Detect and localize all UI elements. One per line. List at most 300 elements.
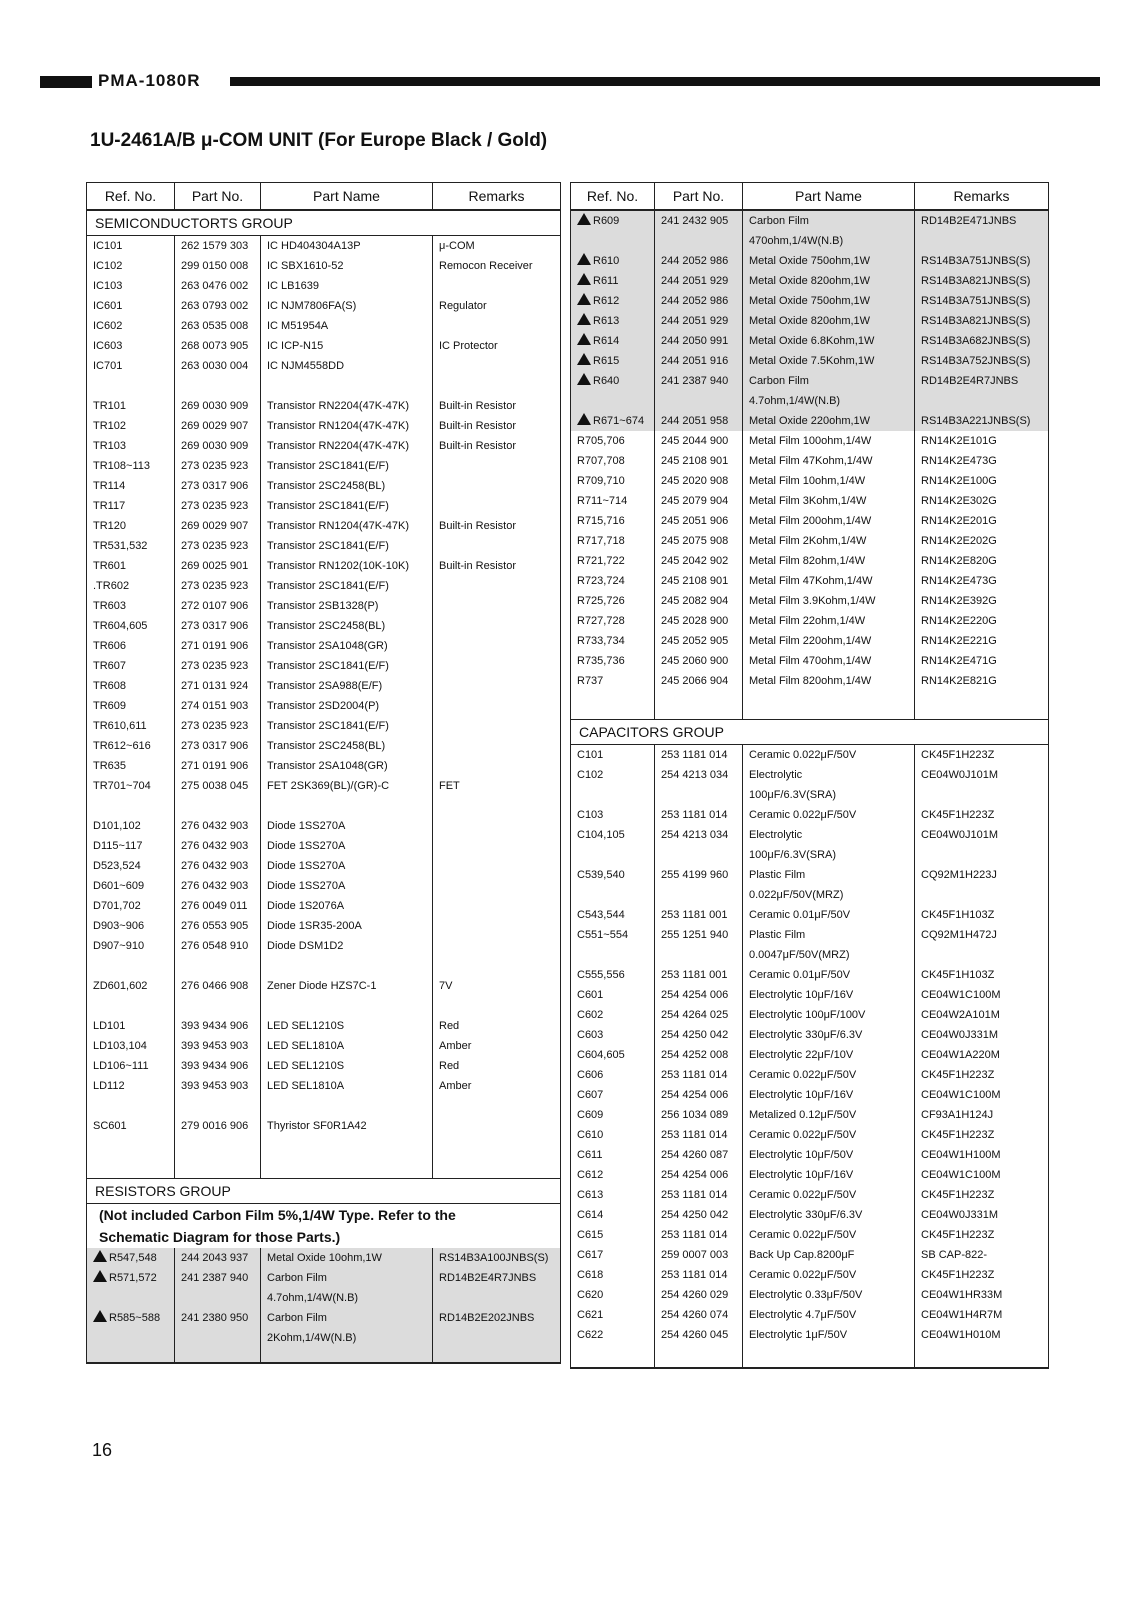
remarks-cell	[433, 796, 561, 816]
filler-cell	[433, 1348, 561, 1363]
table-row	[571, 1065, 1049, 1085]
ref-no-cell: TR606	[87, 636, 175, 656]
part-no-cell: 263 0030 004	[175, 356, 261, 376]
table-row	[87, 1056, 561, 1076]
remarks-cell: CE04W0J331M	[915, 1205, 1049, 1225]
col-remarks: Remarks	[433, 183, 561, 211]
part-name-cell: Transistor 2SC1841(E/F)	[261, 716, 433, 736]
ref-no-cell: C621	[571, 1305, 655, 1325]
ref-no-cell: TR604,605	[87, 616, 175, 636]
table-row	[87, 476, 561, 496]
part-no-cell: 262 1579 303	[175, 236, 261, 257]
table-row	[571, 571, 1049, 591]
part-no-cell: 276 0548 910	[175, 936, 261, 956]
ref-no-cell: D115~117	[87, 836, 175, 856]
safety-warning-icon	[93, 1250, 107, 1262]
ref-no-cell: C613	[571, 1185, 655, 1205]
part-name-cell: Diode 1SS270A	[261, 876, 433, 896]
remarks-cell: Amber	[433, 1076, 561, 1096]
part-name-cell: Zener Diode HZS7C-1	[261, 976, 433, 996]
part-name-cell: Ceramic 0.022μF/50V	[743, 1185, 915, 1205]
part-no-cell: 273 0235 923	[175, 536, 261, 556]
table-row	[571, 1225, 1049, 1245]
part-name-cell: Transistor 2SC1841(E/F)	[261, 576, 433, 596]
part-name-cell: 0.022μF/50V(MRZ)	[743, 885, 915, 905]
ref-no-text: R547,548	[109, 1252, 157, 1264]
table-row	[87, 696, 561, 716]
remarks-cell: μ-COM	[433, 236, 561, 257]
remarks-cell	[433, 616, 561, 636]
remarks-cell: CE04W0J101M	[915, 765, 1049, 785]
table-row	[87, 676, 561, 696]
ref-no-cell: IC701	[87, 356, 175, 376]
table-row	[87, 316, 561, 336]
ref-no-cell: TR114	[87, 476, 175, 496]
ref-no-cell: R721,722	[571, 551, 655, 571]
part-no-cell	[175, 1288, 261, 1308]
ref-no-cell: TR102	[87, 416, 175, 436]
part-no-cell: 245 2020 908	[655, 471, 743, 491]
group-header	[87, 1179, 561, 1204]
remarks-cell: Remocon Receiver	[433, 256, 561, 276]
part-no-cell: 254 4213 034	[655, 825, 743, 845]
part-no-cell: 245 2079 904	[655, 491, 743, 511]
part-no-cell: 253 1181 014	[655, 1125, 743, 1145]
part-name-cell: Carbon Film	[743, 210, 915, 231]
ref-no-cell: R715,716	[571, 511, 655, 531]
remarks-cell	[433, 676, 561, 696]
table-filler	[87, 1348, 561, 1363]
ref-no-cell: TR103	[87, 436, 175, 456]
remarks-cell	[433, 1116, 561, 1136]
table-row	[87, 276, 561, 296]
part-no-cell: 263 0793 002	[175, 296, 261, 316]
table-row	[571, 1105, 1049, 1125]
remarks-cell: CE04W1H100M	[915, 1145, 1049, 1165]
part-no-cell: 245 2075 908	[655, 531, 743, 551]
part-name-cell: Metalized 0.12μF/50V	[743, 1105, 915, 1125]
remarks-cell: RN14K2E220G	[915, 611, 1049, 631]
table-row	[571, 765, 1049, 785]
table-row	[571, 1285, 1049, 1305]
part-no-cell: 254 4254 006	[655, 1165, 743, 1185]
part-no-cell: 276 0553 905	[175, 916, 261, 936]
table-row	[87, 596, 561, 616]
ref-no-cell: R725,726	[571, 591, 655, 611]
part-no-cell: 254 4250 042	[655, 1205, 743, 1225]
remarks-cell	[433, 756, 561, 776]
part-name-cell: LED SEL1210S	[261, 1016, 433, 1036]
part-name-cell: Diode 1S2076A	[261, 896, 433, 916]
ref-no-cell: C601	[571, 985, 655, 1005]
remarks-cell	[433, 856, 561, 876]
part-name-cell: Carbon Film	[743, 371, 915, 391]
table-row	[87, 936, 561, 956]
table-row	[571, 651, 1049, 671]
ref-no-cell	[87, 376, 175, 396]
table-row	[87, 776, 561, 796]
ref-no-cell	[571, 945, 655, 965]
remarks-cell: CQ92M1H223J	[915, 865, 1049, 885]
col-part-no: Part No.	[655, 183, 743, 211]
remarks-cell: Regulator	[433, 296, 561, 316]
remarks-cell	[433, 876, 561, 896]
table-row	[571, 451, 1049, 471]
part-no-cell: 393 9434 906	[175, 1056, 261, 1076]
table-row	[571, 371, 1049, 391]
table-row	[571, 785, 1049, 805]
part-no-cell: 299 0150 008	[175, 256, 261, 276]
table-row	[87, 396, 561, 416]
filler-cell	[743, 1345, 915, 1368]
remarks-cell: CE04W1A220M	[915, 1045, 1049, 1065]
ref-no-cell: C606	[571, 1065, 655, 1085]
part-no-cell: 273 0235 923	[175, 456, 261, 476]
ref-no-cell: LD103,104	[87, 1036, 175, 1056]
table-row	[571, 1045, 1049, 1065]
table-row	[571, 825, 1049, 845]
filler-cell	[571, 1345, 655, 1368]
part-name-cell: Plastic Film	[743, 865, 915, 885]
part-no-cell: 254 4260 087	[655, 1145, 743, 1165]
ref-no-cell: C607	[571, 1085, 655, 1105]
ref-no-cell: D523,524	[87, 856, 175, 876]
part-name-cell: Transistor 2SC2458(BL)	[261, 736, 433, 756]
ref-no-cell: C610	[571, 1125, 655, 1145]
ref-no-cell: C609	[571, 1105, 655, 1125]
ref-no-cell	[87, 1096, 175, 1116]
remarks-cell: RN14K2E821G	[915, 671, 1049, 691]
part-name-cell: FET 2SK369(BL)/(GR)-C	[261, 776, 433, 796]
group-header	[87, 210, 561, 236]
part-no-cell: 241 2432 905	[655, 210, 743, 231]
remarks-cell	[433, 916, 561, 936]
part-no-cell: 269 0030 909	[175, 436, 261, 456]
part-name-cell: Diode DSM1D2	[261, 936, 433, 956]
table-row	[571, 945, 1049, 965]
table-row	[571, 671, 1049, 691]
part-name-cell: Electrolytic 330μF/6.3V	[743, 1205, 915, 1225]
part-name-cell: Carbon Film	[261, 1308, 433, 1328]
part-no-cell: 245 2044 900	[655, 431, 743, 451]
part-name-cell: Metal Oxide 820ohm,1W	[743, 271, 915, 291]
part-name-cell: Transistor RN2204(47K-47K)	[261, 436, 433, 456]
part-name-cell: LED SEL1210S	[261, 1056, 433, 1076]
page-number: 16	[92, 1440, 113, 1460]
part-no-cell: 276 0432 903	[175, 876, 261, 896]
safety-warning-icon	[577, 293, 591, 305]
table-row	[571, 431, 1049, 451]
parts-table-left	[86, 182, 561, 1364]
part-no-cell: 253 1181 014	[655, 745, 743, 766]
table-row	[571, 985, 1049, 1005]
ref-no-cell	[571, 371, 655, 391]
part-name-cell: Metal Film 220ohm,1/4W	[743, 631, 915, 651]
col-ref-no: Ref. No.	[87, 183, 175, 211]
table-row	[571, 1125, 1049, 1145]
ref-no-text: R609	[593, 215, 620, 227]
part-no-cell: 271 0191 906	[175, 636, 261, 656]
table-row	[87, 456, 561, 476]
part-name-cell: Transistor RN1204(47K-47K)	[261, 416, 433, 436]
part-name-cell: 470ohm,1/4W(N.B)	[743, 231, 915, 251]
filler-cell	[87, 1348, 175, 1363]
part-name-cell: Metal Oxide 7.5Kohm,1W	[743, 351, 915, 371]
part-no-cell	[175, 996, 261, 1016]
ref-no-cell: C604,605	[571, 1045, 655, 1065]
part-name-cell: Transistor 2SC2458(BL)	[261, 476, 433, 496]
ref-no-cell: C551~554	[571, 925, 655, 945]
part-name-cell: Transistor RN1202(10K-10K)	[261, 556, 433, 576]
ref-no-cell	[87, 1308, 175, 1328]
group-title: CAPACITORS GROUP	[571, 720, 1049, 745]
ref-no-cell: R735,736	[571, 651, 655, 671]
remarks-cell: CK45F1H103Z	[915, 905, 1049, 925]
ref-no-cell: TR701~704	[87, 776, 175, 796]
table-row	[87, 376, 561, 396]
remarks-cell: Built-in Resistor	[433, 556, 561, 576]
part-no-cell: 253 1181 014	[655, 805, 743, 825]
part-no-cell: 273 0235 923	[175, 716, 261, 736]
remarks-cell	[433, 276, 561, 296]
table-row	[87, 516, 561, 536]
part-name-cell: Electrolytic 10μF/16V	[743, 1165, 915, 1185]
ref-no-cell	[87, 996, 175, 1016]
ref-no-cell: R709,710	[571, 471, 655, 491]
part-name-cell: IC HD404304A13P	[261, 236, 433, 257]
ref-no-cell	[87, 956, 175, 976]
table-row	[87, 576, 561, 596]
ref-no-cell	[571, 311, 655, 331]
table-row	[571, 965, 1049, 985]
part-name-cell: Metal Film 100ohm,1/4W	[743, 431, 915, 451]
part-name-cell: Electrolytic	[743, 825, 915, 845]
table-row	[87, 736, 561, 756]
ref-no-cell: C617	[571, 1245, 655, 1265]
part-name-cell: IC NJM7806FA(S)	[261, 296, 433, 316]
ref-no-cell: TR108~113	[87, 456, 175, 476]
remarks-cell: CK45F1H223Z	[915, 1125, 1049, 1145]
part-no-cell	[655, 845, 743, 865]
part-name-cell: Transistor RN1204(47K-47K)	[261, 516, 433, 536]
part-no-cell: 256 1034 089	[655, 1105, 743, 1125]
part-no-cell: 254 4252 008	[655, 1045, 743, 1065]
part-no-cell: 276 0049 011	[175, 896, 261, 916]
table-row	[87, 1116, 561, 1136]
table-row	[87, 716, 561, 736]
remarks-cell: RS14B3A682JNBS(S)	[915, 331, 1049, 351]
part-name-cell: Transistor 2SA1048(GR)	[261, 756, 433, 776]
table-row	[87, 896, 561, 916]
ref-no-cell	[571, 251, 655, 271]
remarks-cell	[433, 736, 561, 756]
remarks-cell: CK45F1H223Z	[915, 1265, 1049, 1285]
part-name-cell: Electrolytic 10μF/16V	[743, 985, 915, 1005]
part-no-cell: 241 2387 940	[655, 371, 743, 391]
filler-cell	[655, 691, 743, 720]
remarks-cell: RS14B3A752JNBS(S)	[915, 351, 1049, 371]
table-row	[87, 836, 561, 856]
filler-cell	[175, 1136, 261, 1179]
part-name-cell: LED SEL1810A	[261, 1076, 433, 1096]
table-row	[571, 885, 1049, 905]
ref-no-cell	[571, 271, 655, 291]
part-no-cell	[655, 231, 743, 251]
group-note	[87, 1226, 561, 1248]
part-no-cell: 245 2082 904	[655, 591, 743, 611]
safety-warning-icon	[93, 1310, 107, 1322]
col-remarks: Remarks	[915, 183, 1049, 211]
table-row	[571, 905, 1049, 925]
part-no-cell: 393 9453 903	[175, 1036, 261, 1056]
part-no-cell: 244 2052 986	[655, 291, 743, 311]
part-no-cell: 273 0317 906	[175, 736, 261, 756]
ref-no-text: R612	[593, 295, 620, 307]
ref-no-cell: D907~910	[87, 936, 175, 956]
part-no-cell: 259 0007 003	[655, 1245, 743, 1265]
remarks-cell	[433, 836, 561, 856]
ref-no-cell: C612	[571, 1165, 655, 1185]
part-name-cell: Ceramic 0.022μF/50V	[743, 805, 915, 825]
table-row	[571, 865, 1049, 885]
table-row	[571, 925, 1049, 945]
table-row	[87, 956, 561, 976]
remarks-cell: RN14K2E473G	[915, 451, 1049, 471]
remarks-cell: CE04W1H4R7M	[915, 1305, 1049, 1325]
part-no-cell: 253 1181 014	[655, 1065, 743, 1085]
part-no-cell: 241 2387 940	[175, 1268, 261, 1288]
table-row	[571, 1325, 1049, 1345]
table-row	[571, 1085, 1049, 1105]
table-row	[87, 756, 561, 776]
remarks-cell	[915, 785, 1049, 805]
table-row	[87, 1248, 561, 1268]
part-name-cell: Ceramic 0.022μF/50V	[743, 745, 915, 766]
part-no-cell: 269 0025 901	[175, 556, 261, 576]
remarks-cell: CK45F1H223Z	[915, 1065, 1049, 1085]
ref-no-cell: C618	[571, 1265, 655, 1285]
table-row	[571, 1245, 1049, 1265]
table-row	[571, 471, 1049, 491]
remarks-cell	[915, 231, 1049, 251]
filler-cell	[87, 1136, 175, 1179]
part-name-cell: Metal Oxide 820ohm,1W	[743, 311, 915, 331]
ref-no-cell: TR612~616	[87, 736, 175, 756]
ref-no-cell: C102	[571, 765, 655, 785]
part-name-cell: 2Kohm,1/4W(N.B)	[261, 1328, 433, 1348]
table-row	[571, 611, 1049, 631]
table-row	[87, 616, 561, 636]
part-name-cell: Transistor 2SC1841(E/F)	[261, 456, 433, 476]
part-name-cell: Transistor 2SA1048(GR)	[261, 636, 433, 656]
ref-no-cell: C611	[571, 1145, 655, 1165]
part-no-cell: 244 2050 991	[655, 331, 743, 351]
remarks-cell: Built-in Resistor	[433, 396, 561, 416]
table-row	[571, 805, 1049, 825]
ref-no-cell: TR608	[87, 676, 175, 696]
remarks-cell: CE04W1HR33M	[915, 1285, 1049, 1305]
part-no-cell: 254 4254 006	[655, 985, 743, 1005]
ref-no-cell: R723,724	[571, 571, 655, 591]
part-no-cell: 253 1181 014	[655, 1225, 743, 1245]
ref-no-cell	[87, 1328, 175, 1348]
header-bar-right	[230, 77, 1100, 86]
remarks-cell: CE04W1C100M	[915, 985, 1049, 1005]
part-name-cell	[261, 376, 433, 396]
part-name-cell: Diode 1SR35-200A	[261, 916, 433, 936]
ref-no-cell: ZD601,602	[87, 976, 175, 996]
part-no-cell	[655, 391, 743, 411]
ref-no-cell: C620	[571, 1285, 655, 1305]
ref-no-cell: IC103	[87, 276, 175, 296]
table-row	[571, 311, 1049, 331]
table-row	[571, 291, 1049, 311]
part-no-cell: 274 0151 903	[175, 696, 261, 716]
part-name-cell	[261, 956, 433, 976]
remarks-cell: Amber	[433, 1036, 561, 1056]
ref-no-cell: TR609	[87, 696, 175, 716]
part-name-cell: Metal Film 47Kohm,1/4W	[743, 451, 915, 471]
remarks-cell: RN14K2E221G	[915, 631, 1049, 651]
part-name-cell: IC SBX1610-52	[261, 256, 433, 276]
ref-no-cell: C622	[571, 1325, 655, 1345]
table-row	[87, 1288, 561, 1308]
table-row	[571, 1205, 1049, 1225]
part-no-cell: 276 0432 903	[175, 836, 261, 856]
part-name-cell: Electrolytic 0.33μF/50V	[743, 1285, 915, 1305]
part-name-cell	[261, 996, 433, 1016]
ref-no-cell	[87, 1268, 175, 1288]
part-no-cell: 253 1181 001	[655, 905, 743, 925]
part-no-cell: 276 0432 903	[175, 856, 261, 876]
remarks-cell	[433, 316, 561, 336]
ref-no-cell: LD106~111	[87, 1056, 175, 1076]
part-name-cell: Ceramic 0.022μF/50V	[743, 1225, 915, 1245]
remarks-cell	[433, 716, 561, 736]
table-row	[571, 411, 1049, 431]
part-no-cell: 271 0191 906	[175, 756, 261, 776]
ref-no-cell	[571, 231, 655, 251]
ref-no-cell	[571, 845, 655, 865]
part-no-cell: 245 2028 900	[655, 611, 743, 631]
part-no-cell: 254 4254 006	[655, 1085, 743, 1105]
table-row	[87, 1308, 561, 1328]
ref-no-cell: D601~609	[87, 876, 175, 896]
remarks-cell: CE04W1H010M	[915, 1325, 1049, 1345]
filler-cell	[915, 691, 1049, 720]
remarks-cell: CK45F1H103Z	[915, 965, 1049, 985]
table-row	[87, 416, 561, 436]
ref-no-text: R615	[593, 355, 620, 367]
part-name-cell: Metal Film 3Kohm,1/4W	[743, 491, 915, 511]
page-header	[40, 70, 1100, 90]
filler-cell	[261, 1136, 433, 1179]
part-no-cell: 255 4199 960	[655, 865, 743, 885]
ref-no-cell: R707,708	[571, 451, 655, 471]
part-name-cell: 0.0047μF/50V(MRZ)	[743, 945, 915, 965]
safety-warning-icon	[93, 1270, 107, 1282]
ref-no-cell: R711~714	[571, 491, 655, 511]
part-no-cell	[175, 1096, 261, 1116]
part-no-cell: 244 2051 929	[655, 271, 743, 291]
ref-no-cell: TR603	[87, 596, 175, 616]
remarks-cell: CE04W2A101M	[915, 1005, 1049, 1025]
ref-no-cell: R737	[571, 671, 655, 691]
ref-no-cell: IC101	[87, 236, 175, 257]
table-row	[87, 1076, 561, 1096]
remarks-cell	[433, 1288, 561, 1308]
remarks-cell: IC Protector	[433, 336, 561, 356]
